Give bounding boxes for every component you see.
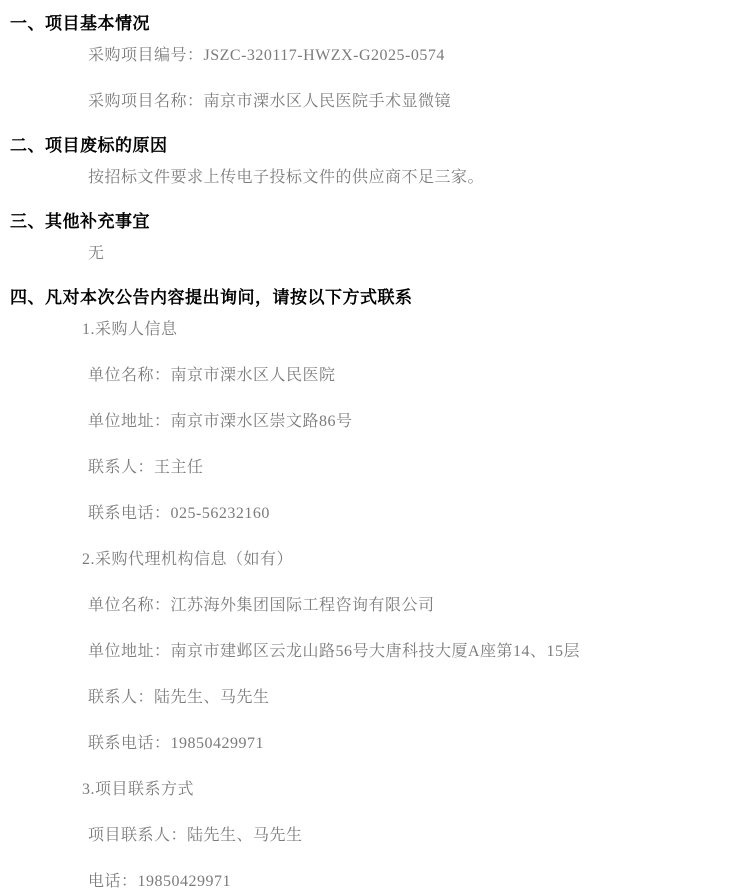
detail-line: 采购项目名称：南京市溧水区人民医院手术显微镜	[88, 93, 452, 110]
sub-item-label: 3.项目联系方式	[82, 781, 195, 798]
detail-line: 联系人：王主任	[88, 459, 204, 476]
section-heading: 四、凡对本次公告内容提出询问，请按以下方式联系	[10, 288, 413, 307]
detail-line: 单位名称：江苏海外集团国际工程咨询有限公司	[88, 597, 435, 614]
sub-item-label: 2.采购代理机构信息（如有）	[82, 551, 294, 568]
section-heading: 三、其他补充事宜	[10, 212, 150, 231]
section-heading: 二、项目废标的原因	[10, 136, 168, 155]
detail-line: 项目联系人：陆先生、马先生	[88, 827, 303, 844]
detail-line: 单位地址：南京市溧水区崇文路86号	[88, 413, 353, 430]
announcement-content	[0, 12, 738, 894]
section-heading: 一、项目基本情况	[10, 14, 150, 33]
detail-line: 联系人：陆先生、马先生	[88, 689, 270, 706]
detail-line: 按招标文件要求上传电子投标文件的供应商不足三家。	[88, 169, 485, 186]
detail-line: 单位名称：南京市溧水区人民医院	[88, 367, 336, 384]
detail-line: 无	[88, 245, 105, 262]
detail-line: 采购项目编号：JSZC-320117-HWZX-G2025-0574	[88, 47, 445, 64]
detail-line: 单位地址：南京市建邺区云龙山路56号大唐科技大厦A座第14、15层	[88, 643, 581, 660]
detail-line: 联系电话：19850429971	[88, 735, 265, 752]
detail-line: 联系电话：025-56232160	[88, 505, 270, 522]
detail-line: 电话：19850429971	[88, 873, 232, 890]
sub-item-label: 1.采购人信息	[82, 321, 178, 338]
